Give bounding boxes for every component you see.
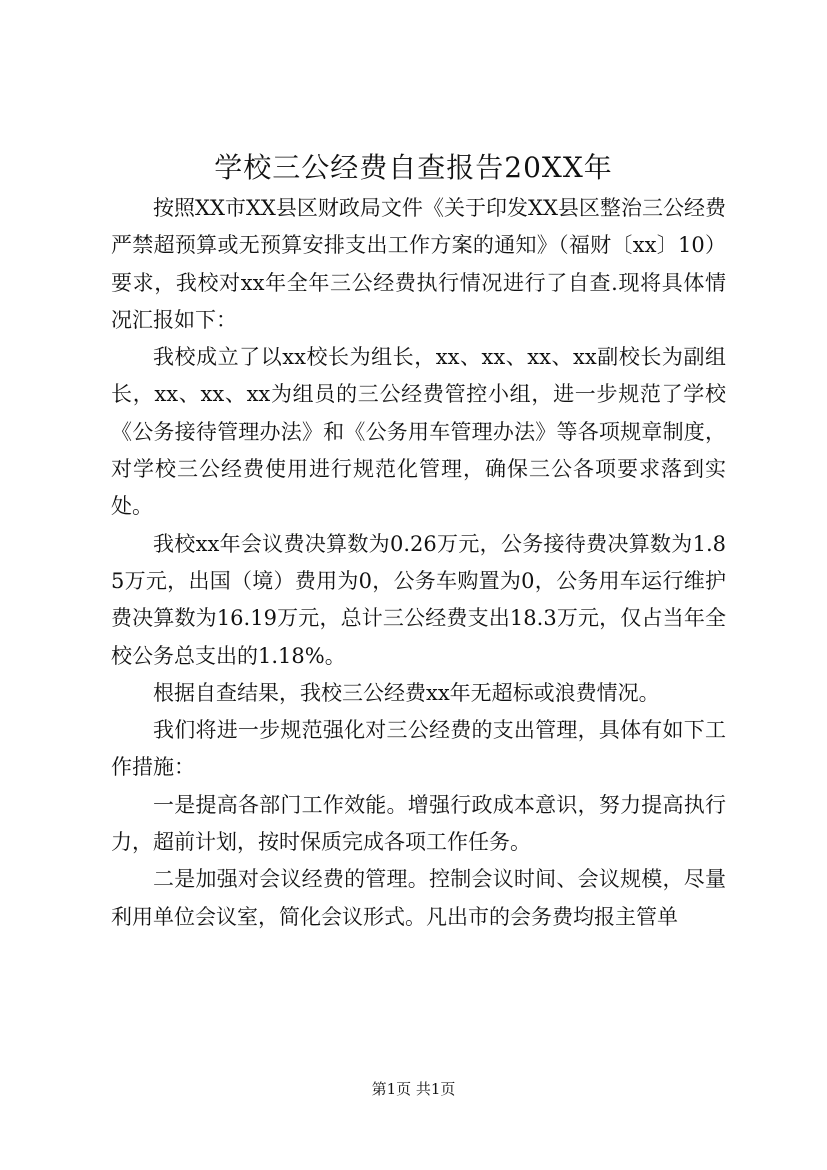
paragraph-measure-1: 一是提高各部门工作效能。增强行政成本意识，努力提高执行力，超前计划，按时保质完成各项工作任务。 (111, 792, 726, 855)
paragraph-expenditure: 我校xx年会议费决算数为0.26万元，公务接待费决算数为1.85万元，出国（境）费用为0，公务车购置为0，公务用车运行维护费决算数为16.19万元，总计三公经费支出18.3万元，仅占当年全校公务总支出的1.18%。 (111, 531, 726, 668)
paragraph-result: 根据自查结果，我校三公经费xx年无超标或浪费情况。 (153, 680, 660, 705)
document-body (111, 190, 726, 936)
document-title: 学校三公经费自查报告20XX年 (214, 151, 613, 184)
paragraph-intro: 按照XX市XX县区财政局文件《关于印发XX县区整治三公经费严禁超预算或无预算安排支出工作方案的通知》（福财〔xx〕10）要求，我校对xx年全年三公经费执行情况进行了自查.现将具体情况汇报如下： (111, 196, 726, 332)
paragraph-measure-2: 二是加强对会议经费的管理。控制会议时间、会议规模，尽量利用单位会议室，简化会议形式。凡出市的会务费均报主管单 (111, 867, 726, 929)
paragraph-measures-intro: 我们将进一步规范强化对三公经费的支出管理，具体有如下工作措施： (111, 718, 726, 780)
page-footer: 第1页 共1页 (371, 1080, 456, 1098)
paragraph-control-group: 我校成立了以xx校长为组长，xx、xx、xx、xx副校长为副组长，xx、xx、xx为组员的三公经费管控小组，进一步规范了学校《公务接待管理办法》和《公务用车管理办法》等各项规章制度，对学校三公经费使用进行规范化管理，确保三公各项要求落到实处。 (111, 345, 726, 519)
